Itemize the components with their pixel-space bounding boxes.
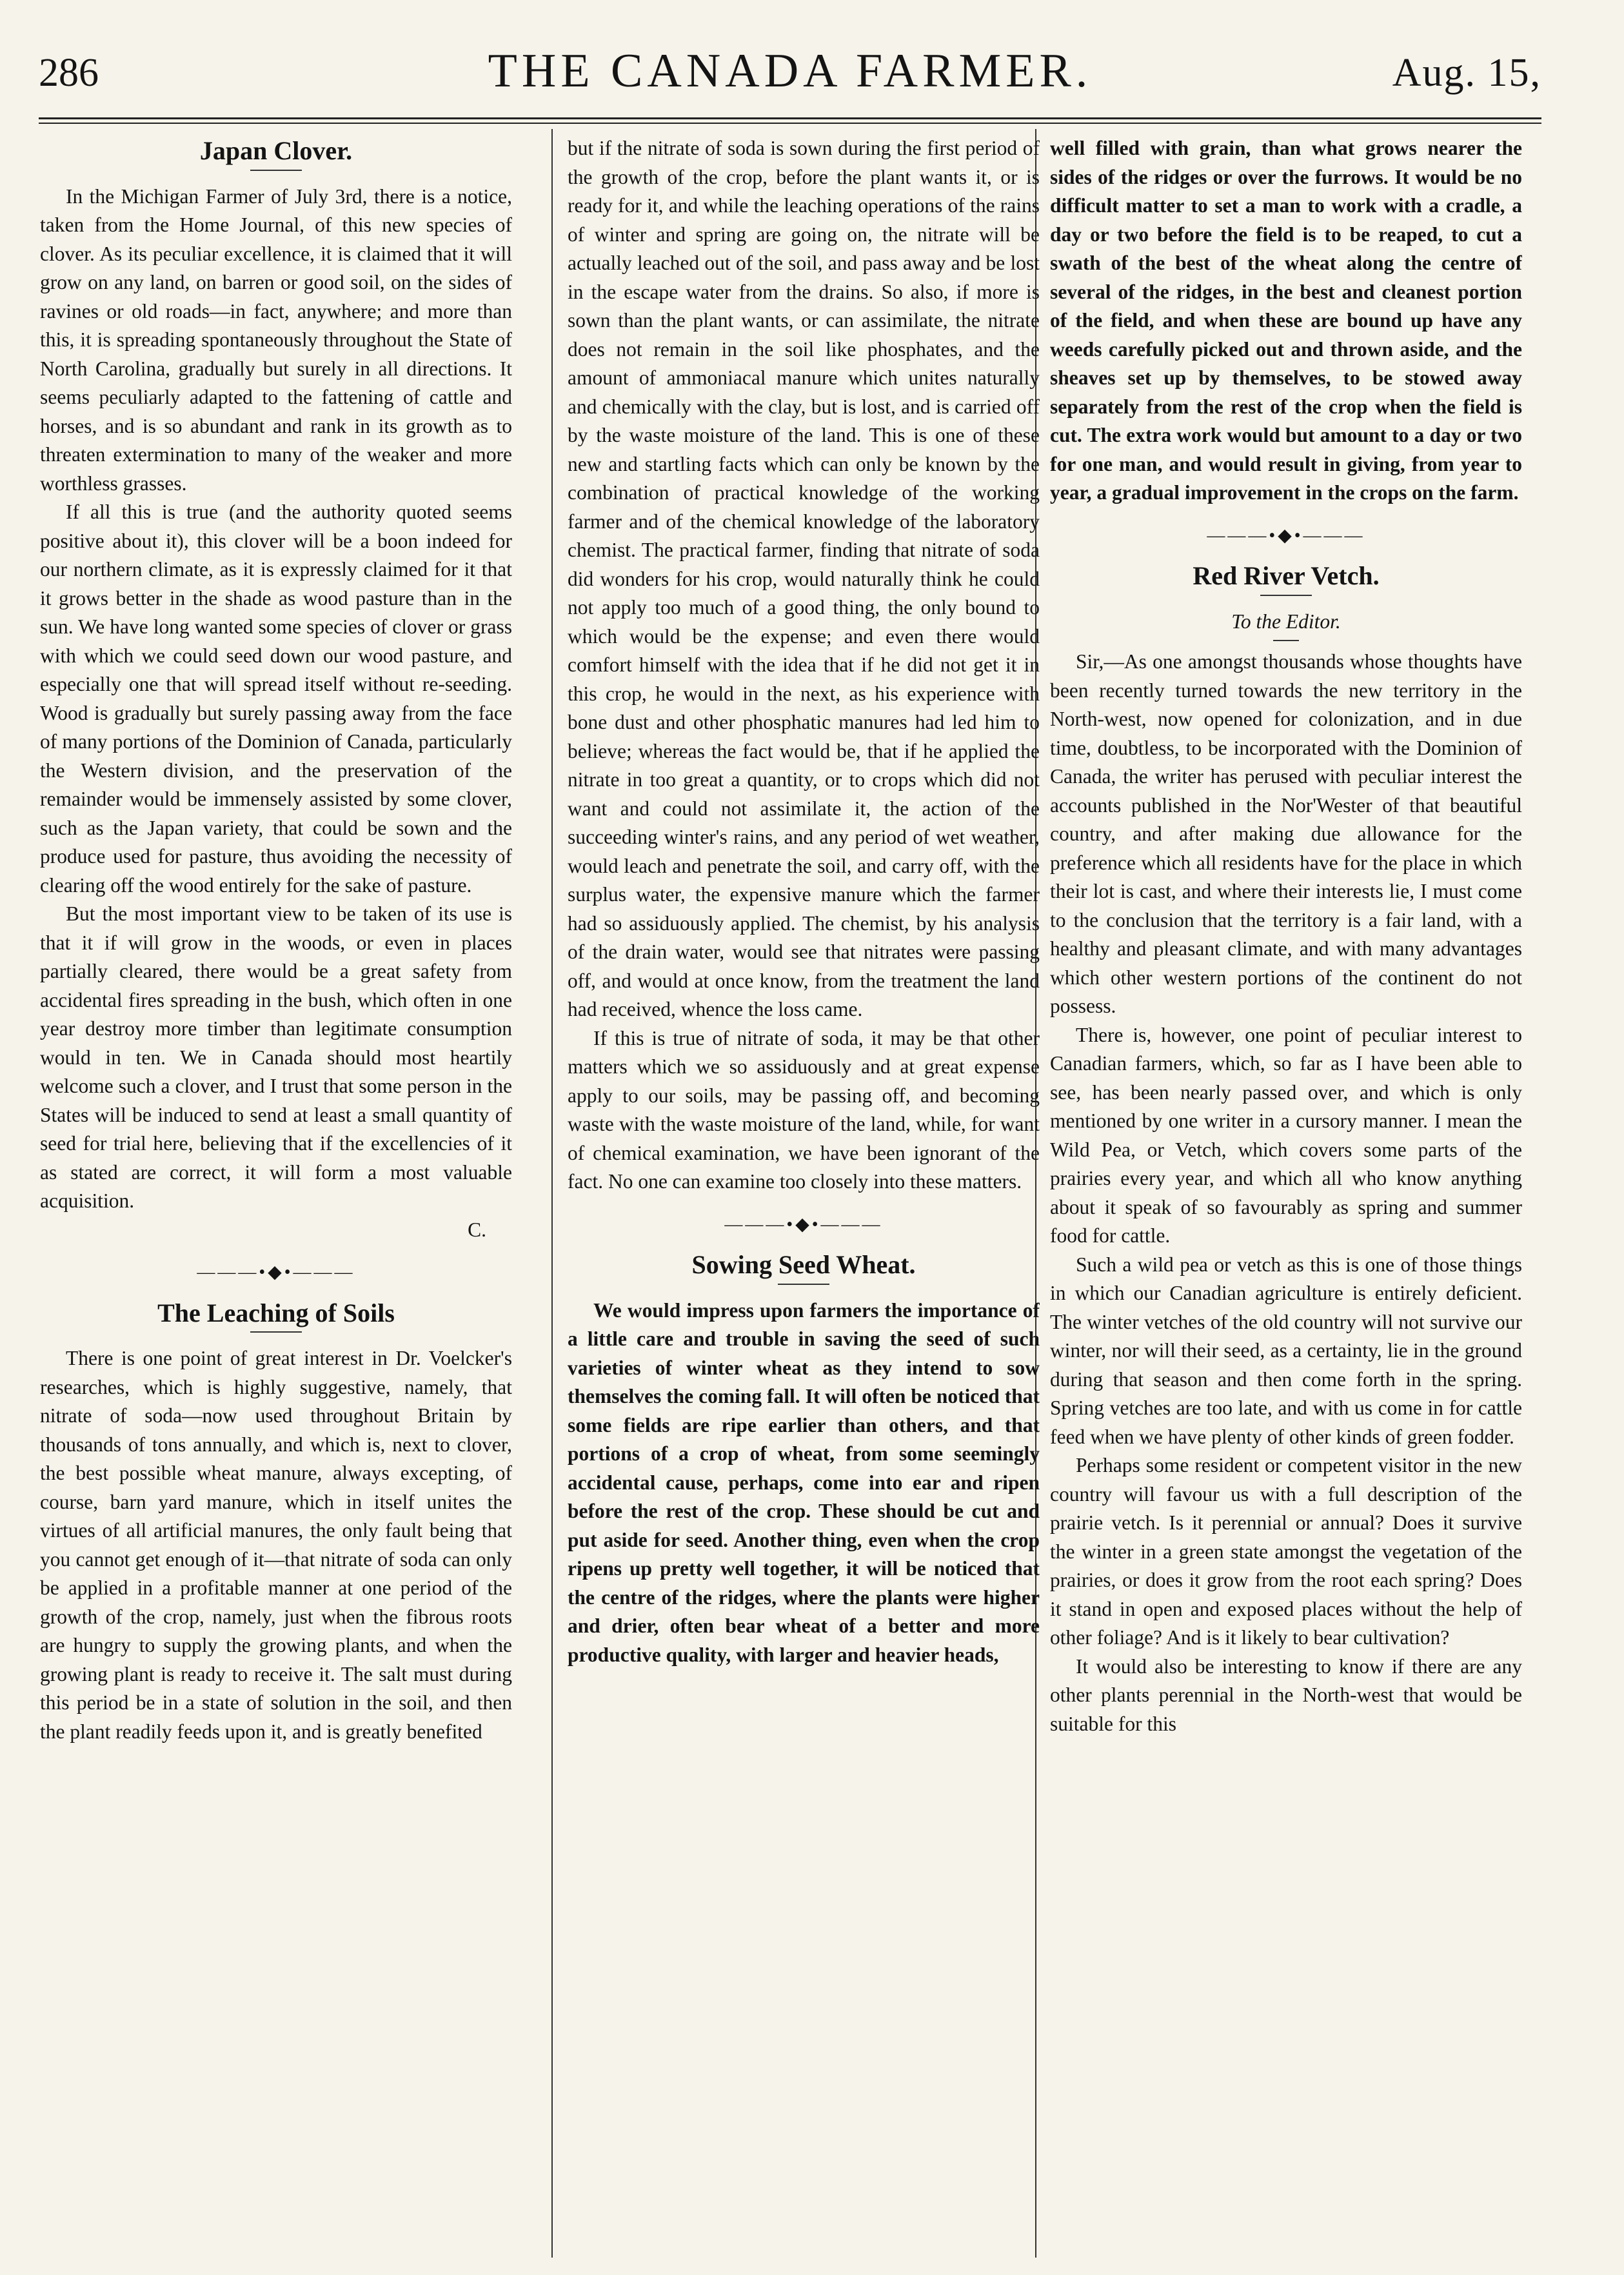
header-rule <box>39 117 1541 119</box>
article-paragraph: In the Michigan Farmer of July 3rd, there is a notice, taken from the Home Journal, of this new species of clover. As its peculiar excellence, it is claimed that it will grow on any land, on barren or good soil, on the sides of ravines or old roads—in fact, anywhere; and more than this, it is spreading spontaneously throughout the State of North Carolina, gradually but surely in all directions. It seems peculiarly adapted to the fattening of cattle and horses, and is so abundant and rank in its growth as to threaten extermination to many of the weaker and more worthless grasses. <box>40 184 512 495</box>
title-rule <box>1273 640 1299 641</box>
article-paragraph: Such a wild pea or vetch as this is one of those things in which our Canadian agriculture is entirely deficient. The winter vetches of the old country will not survive our winter, nor will their seed, as a certainty, lie in the ground during that season and then come forth in the spring. Spring vetches are too late, and with us come in for cattle feed when we have plenty of other kinds of green fodder. <box>1050 1253 1522 1448</box>
letter-address: To the Editor. <box>1231 610 1341 633</box>
article-paragraph: Perhaps some resident or competent visitor in the new country will favour us with a full description of the prairie vetch. Is it perennial or annual? Does it survive the winter in a green state amongst the vegetation of the prairies, or does it grow from the root each spring? Does it stand in open and exposed places without the help of other foliage? And is it likely to bear cultivation? <box>1050 1454 1522 1649</box>
article-paragraph: It would also be interesting to know if there are any other plants perennial in the North-west that would be suitable for this <box>1050 1654 1522 1735</box>
ornament-divider: ———•◆•——— <box>197 1262 355 1282</box>
article-paragraph: well filled with grain, than what grows nearer the sides of the ridges or over the furrows. It would be no difficult matter to set a man to work with a cradle, a day or two before the field is to be reaped, to cut a swath of the best of the wheat along the centre of several of the ridges, in the best and cleanest portion of the field, and when these are bound up have any weeds carefully picked out and thrown aside, and the sheaves set up by themselves, to be stowed away separately from the rest of the crop when the field is cut. The extra work would but amount to a day or two for one man, and would result in giving, from year to year, a gradual improvement in the crops on the farm. <box>1050 137 1522 504</box>
column-divider <box>551 129 553 2258</box>
article-title-sowing: Sowing Seed Wheat. <box>691 1250 916 1279</box>
column-2 <box>568 134 1040 2250</box>
article-paragraph: But the most important view to be taken of its use is that it if will grow in the woods, or even in places partially cleared, there would be a great safety from accidental fires spreading in the bush, which often in one year destroy more timber than legitimate consumption would in ten. We in Canada should most heartily welcome such a clover, and I trust that some person in the States will be induced to send at least a small quantity of seed for trial here, believing that if the excellencies of it as stated are correct, it will form a most valuable acquisition. <box>40 902 512 1212</box>
article-title-japan-clover: Japan Clover. <box>199 136 353 165</box>
issue-date: Aug. 15, <box>1392 51 1541 95</box>
article-title-vetch: Red River Vetch. <box>1193 561 1380 590</box>
newspaper-title: THE CANADA FARMER. <box>488 45 1093 97</box>
article-paragraph: If all this is true (and the authority quoted seems positive about it), this clover will be a boon indeed for our northern climate, as it is expressly claimed for it that it grows better in the shade as wood pasture than in the sun. We have long wanted some species of clover or grass with which we could seed down our wood pasture, and especially one that will spread itself without re-seeding. Wood is gradually but surely passing away from the face of many portions of the Dominion of Canada, particularly the Western division, and the preservation of the remainder would be immensely assisted by some clover, such as the Japan variety, that could be sown and the produce used for pasture, thus avoiding the necessity of clearing off the wood entirely for the sake of pasture. <box>40 501 512 897</box>
article-paragraph: Sir,—As one amongst thousands whose thoughts have been recently turned towards the new territory in the North-west, now opened for colonization, and in due time, doubtless, to be incorporated with the Dominion of Canada, the writer has perused with peculiar interest the accounts published in the Nor'Wester of that beautiful country, and after making due allowance for the preference which all residents have for the place in which their lot is cast, and where their interests lie, I must come to the conclusion that the territory is a fair land, with a healthy and pleasant climate, and with many advantages which other western portions of the continent do not possess. <box>1050 650 1522 1017</box>
article-paragraph: There is, however, one point of peculiar interest to Canadian farmers, which, so far as I have been able to see, has been nearly passed over, and which is only mentioned by one writer in a cursory manner. I mean the Wild Pea, or Vetch, which covers some parts of the prairies every year, and which all who know anything about it speak of so favourably as spring and summer food for cattle. <box>1050 1023 1522 1247</box>
article-paragraph: There is one point of great interest in Dr. Voelcker's researches, which is highly suggestive, namely, that nitrate of soda—now used throughout Britain by thousands of tons annually, and which is, next to clover, the best possible wheat manure, always excepting, of course, barn yard manure, which in itself unites the virtues of all artificial manures, the only fault being that you cannot get enough of it—that nitrate of soda can only be applied in a profitable manner at one period of the growth of the crop, namely, just when the fibrous roots are hungry to supply the growing plants, and when the growing plant is ready to receive it. The salt must during this period be in a state of solution in the soil, and then the plant readily feeds upon it, and is greatly benefited <box>40 1347 512 1743</box>
title-rule <box>778 1284 829 1285</box>
column-1 <box>40 134 512 2250</box>
title-rule <box>250 1331 302 1333</box>
ornament-divider: ———•◆•——— <box>1207 525 1365 546</box>
masthead <box>39 25 1541 102</box>
article-title-leaching: The Leaching of Soils <box>157 1298 395 1327</box>
article-paragraph: but if the nitrate of soda is sown during the first period of the growth of the crop, before the plant wants it, or is ready for it, and while the leaching operations of the rains of winter and spring are going on, the nitrate will be actually leached out of the soil, and pass away and be lost in the escape water from the drains. So also, if more is sown than the plant wants, or can assimilate, the nitrate does not remain in the soil like phosphates, and the amount of ammoniacal manure which unites naturally and chemically with the clay, but is lost, and is carried off by the waste moisture of the land. This is one of these new and startling facts which can only be known by the combination of practical knowledge of the working farmer and of the chemical knowledge of the laboratory chemist. The practical farmer, finding that nitrate of soda did wonders for his crop, would naturally think he could not apply too much of a good thing, the only bound to which would be the expense; and even there would comfort himself with the idea that if he did not get it in this crop, he would in the next, as his experience with bone dust and other phosphatic manures had led him to believe; whereas the fact would be, that if he applied the nitrate in too great a quantity, or to crops which did not want and could not assimilate it, the action of the succeeding winter's rains, and any period of wet weather, would leach and penetrate the soil, and carry off, with the surplus water, the expensive manure which the farmer had so assiduously applied. The chemist, by his analysis of the drain water, would see that nitrates were passing off, and would at once know, from the treatment the land had received, whence the loss came. <box>568 137 1040 1020</box>
article-signature: C. <box>468 1218 486 1241</box>
title-rule <box>250 170 302 171</box>
title-rule <box>1260 595 1312 596</box>
page-number: 286 <box>39 51 99 95</box>
ornament-divider: ———•◆•——— <box>724 1214 883 1235</box>
article-paragraph: If this is true of nitrate of soda, it may be that other matters which we so assiduously and at great expense apply to our soils, may be passing off, and becoming waste with the waste moisture of the land, while, for want of chemical examination, we have been ignorant of the fact. No one can examine too closely into these matters. <box>568 1026 1040 1193</box>
article-paragraph: We would impress upon farmers the importance of a little care and trouble in saving the seed of such varieties of winter wheat as they intend to sow themselves the coming fall. It will often be noticed that some fields are ripe earlier than others, and that portions of a crop of wheat, from some seemingly accidental cause, perhaps, come into ear and ripen before the rest of the crop. These should be cut and put aside for seed. Another thing, even when the crop ripens up pretty well together, it will be noticed that the centre of the ridges, where the plants were higher and drier, often bear wheat of a better and more productive quality, with larger and heavier heads, <box>568 1298 1040 1666</box>
column-3 <box>1050 134 1522 2250</box>
header-rule-thin <box>39 123 1541 124</box>
